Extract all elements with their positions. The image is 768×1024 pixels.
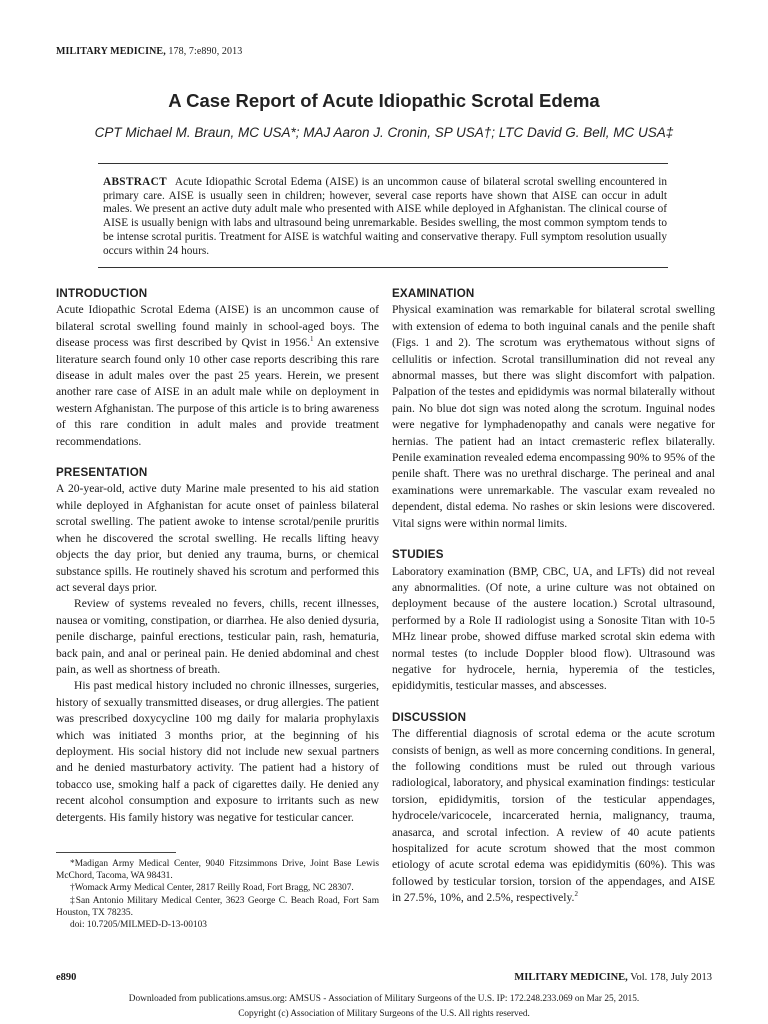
- right-column: [392, 286, 715, 907]
- presentation-heading: PRESENTATION: [56, 466, 148, 480]
- footer-journal-name: MILITARY MEDICINE,: [514, 972, 628, 983]
- discussion-paragraph: [392, 726, 715, 906]
- presentation-paragraph-1: A 20-year-old, active duty Marine male presented to his aid station while deployed in Afghanistan for acute onset of painless bilateral scrotal swelling. The patient awoke to intense scrotal/penile pruritis when he discovered the scrotal swelling. He recalls lifting heavy objects the day prior, but denied any trauma, burns, or chemical substance spills. He routinely shaved his scrotum and performed this act several days prior.: [56, 482, 379, 594]
- footnote-1: *Madigan Army Medical Center, 9040 Fitzsimmons Drive, Joint Base Lewis McChord, Tacoma, WA 98431.: [56, 859, 379, 882]
- examination-heading: EXAMINATION: [392, 287, 475, 300]
- footnotes: [56, 858, 379, 931]
- article-authors: CPT Michael M. Braun, MC USA*; MAJ Aaron J. Cronin, SP USA†; LTC David G. Bell, MC USA‡: [94, 125, 674, 140]
- footnote-doi: doi: 10.7205/MILMED-D-13-00103: [70, 920, 207, 931]
- discussion-text: The differential diagnosis of scrotal edema or the acute scrotum consists of benign, as well as more concerning conditions. In general, the following conditions must be ruled out through various radiological, laboratory, and physical examination findings: testicular torsion, epididymitis, torsion of the testicular appendages, hydrocele/varicocele, incarcerated hernia, malignancy, trauma, anasarca, and scrotal infection. A review of 40 acute patients hospitalized for acute scrotum showed that the most common etiology of acute scrotal edema was epididymitis (60%). This was followed by testicular torsion, torsion of the appendages, and AISE in 27.5%, 10%, and 2.5%, respectively.: [392, 727, 715, 905]
- presentation-paragraph-3: His past medical history included no chronic illnesses, surgeries, history of sexually transmitted diseases, or drug allergies. The patient was prescribed doxycycline 100 mg daily for malaria prophylaxis which was initiated 3 months prior, at the beginning of his deployment. His social history did not include new sexual partners and he denied masturbatory activity. The patient had a history of tobacco use, smoking half a pack of cigarettes daily. He denied any recent alcohol consumption and exposure to irritants such as new detergents. His family history was negative for testicular cancer.: [56, 679, 379, 824]
- footnote-rule: [56, 852, 176, 853]
- abstract-text: Acute Idiopathic Scrotal Edema (AISE) is an uncommon cause of bilateral scrotal swelling encountered in primary care. AISE is usually seen in children; however, several case reports have shown that AISE can occur in adult males. We present an active duty adult male who presented with AISE while deployed in Afghanistan. The clinical course of AISE is usually benign with labs and ultrasound being unremarkable. Besides swelling, the most common symptom tends to be intense scrotal puritis. Treatment for AISE is watchful waiting and conservative therapy. Full symptom resolution usually occurs within 24 hours.: [103, 176, 667, 257]
- abstract-bottom-rule: [98, 267, 668, 268]
- introduction-heading: INTRODUCTION: [56, 287, 148, 300]
- studies-paragraph: Laboratory examination (BMP, CBC, UA, and LFTs) did not reveal any abnormalities. (Of note, a urine culture was not obtained on deployment because of the austere location.) Scrotal ultrasound, performed by a Role II radiologist using a Sonosite Titan with 10-5 MHz linear probe, showed diffuse marked scrotal skin edema with normal testes (to include Doppler blood flow). Ultrasound was negative for hydrocele, hernia, hyperemia of the testicles, epididymitis, testicular masses, and abscesses.: [392, 564, 715, 693]
- footer-issue: Vol. 178, July 2013: [630, 972, 712, 983]
- introduction-paragraph: [56, 302, 379, 450]
- introduction-text-a: Acute Idiopathic Scrotal Edema (AISE) is an uncommon cause of bilateral scrotal swelling found mainly in school-aged boys. The disease process was first described by Qvist in 1956.: [56, 303, 379, 350]
- footnote-3: ‡San Antonio Military Medical Center, 3623 George C. Beach Road, Fort Sam Houston, TX 78235.: [56, 895, 379, 918]
- journal-name: MILITARY MEDICINE,: [56, 46, 166, 57]
- presentation-paragraph-2: Review of systems revealed no fevers, chills, recent illnesses, nausea or vomiting, constipation, or diarrhea. He also denied dysuria, penile discharge, painful erections, testicular pain, rash, hematuria, back pain, and anal or perineal pain. He denied abdominal and chest pain, as well as shortness of breath.: [56, 597, 379, 676]
- journal-citation: 178, 7:e890, 2013: [168, 46, 243, 57]
- discussion-ref: 2: [574, 890, 578, 899]
- download-notice: Downloaded from publications.amsus.org: AMSUS - Association of Military Surgeons of the U.S. IP: 172.248.233.069 on Mar 25, 2015.: [128, 994, 640, 1004]
- introduction-text-b: An extensive literature search found only 10 other case reports describing this rare disease in adult males over the past 25 years. Herein, we present another rare case of AISE in an adult male while on deployment in western Afghanistan. The purpose of this article is to bring awareness of this rare condition in adult males and provide treatment recommendations.: [56, 336, 380, 448]
- discussion-heading: DISCUSSION: [392, 710, 467, 724]
- footnote-2: †Womack Army Medical Center, 2817 Reilly Road, Fort Bragg, NC 28307.: [70, 883, 354, 894]
- studies-heading: STUDIES: [392, 548, 444, 562]
- article-title: A Case Report of Acute Idiopathic Scrotal Edema: [168, 90, 600, 111]
- introduction-ref: 1: [310, 335, 314, 344]
- abstract-label: ABSTRACT: [103, 176, 167, 188]
- journal-header: [56, 46, 242, 57]
- page-number: e890: [56, 972, 77, 983]
- abstract-top-rule: [98, 163, 668, 164]
- examination-paragraph: Physical examination was remarkable for bilateral scrotal swelling with extension of edema to both inguinal canals and the penile shaft (Figs. 1 and 2). The scrotum was erythematous without signs of cellulitis or infection. Scrotal transillumination did not reveal any abnormal masses, but there was slight discomfort with palpation. Palpation of the testes and epididymis was normal bilaterally without pain. No blue dot sign was noted along the scrotum. Inguinal nodes were negative for lymphadenopathy and canals were negative for hernias. The patient had an intact cremasteric reflex bilaterally. Penile examination revealed edema encompassing 90% to 95% of the penile shaft. There was no urethral discharge. The perineal and anal examinations were unremarkable. The vascular exam revealed no dependent, distal edema. No rashes or skin lesions were discovered. Vital signs were within normal limits.: [392, 303, 715, 530]
- footer-journal: [514, 972, 712, 983]
- abstract: [103, 176, 667, 258]
- left-column: [56, 286, 379, 826]
- copyright-notice: Copyright (c) Association of Military Surgeons of the U.S. All rights reserved.: [238, 1009, 530, 1019]
